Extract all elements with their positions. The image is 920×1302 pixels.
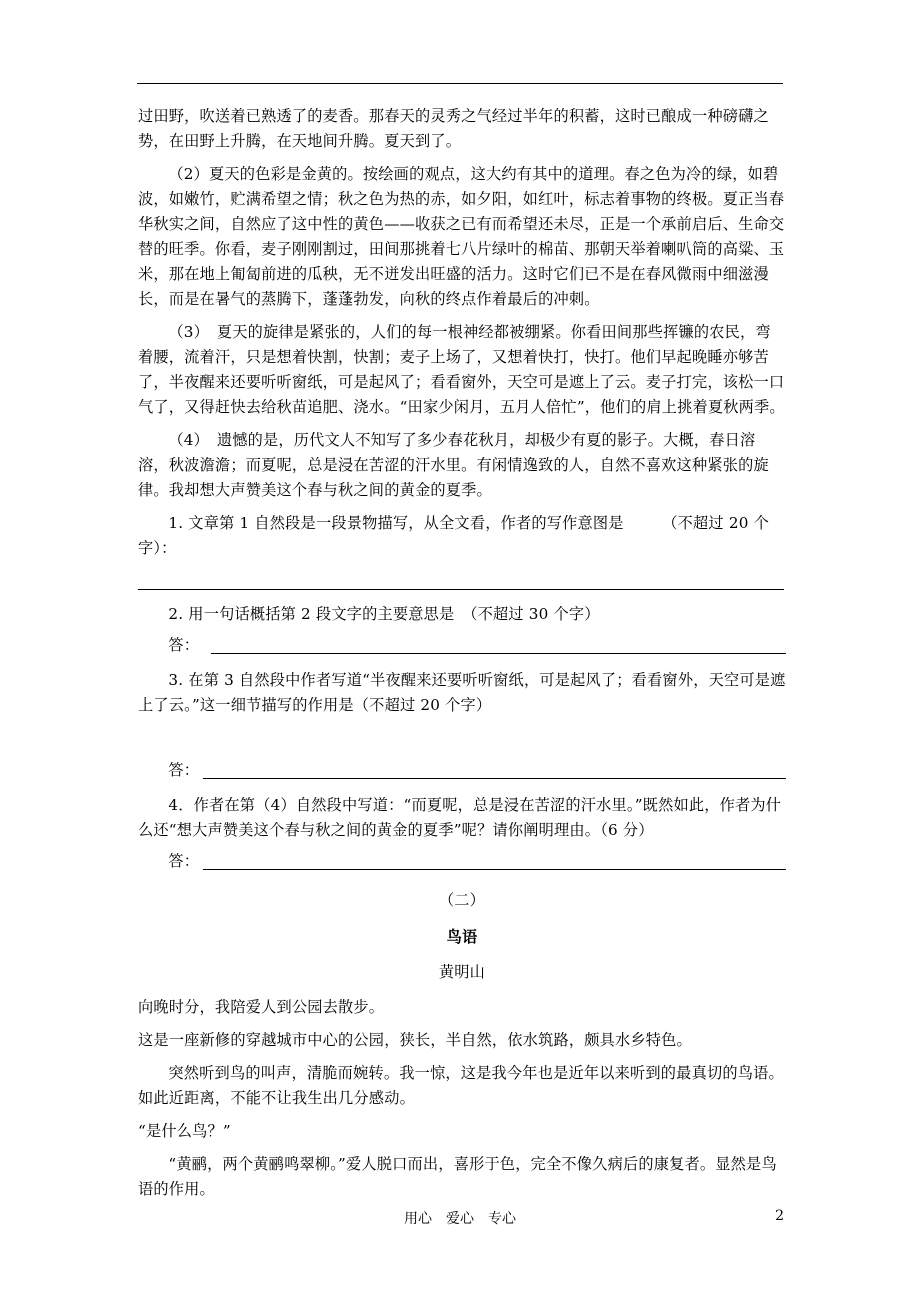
- article-paragraph: “是什么鸟？”: [138, 1122, 231, 1140]
- page-content: [138, 104, 786, 1210]
- answer-row-2: [138, 633, 786, 658]
- answer-label: 答：: [168, 636, 200, 654]
- answer-line-2: [211, 635, 786, 654]
- passage-paragraph-4: （4） 遗憾的是，历代文人不知写了多少春花秋月，却极少有夏的影子。大概，春日溶溶，秋波澹澹；而夏呢，总是浸在苦涩的汗水里。有闲情逸致的人，自然不喜欢这种紧张的旋律。我却想大声赞美这个春与秋之间的黄金的夏季。: [138, 431, 769, 499]
- article-paragraph: 突然听到鸟的叫声，清脆而婉转。我一惊，这是我今年也是近年以来听到的最真切的鸟语。如此近距离，不能不让我生出几分感动。: [138, 1064, 784, 1107]
- answer-label: 答：: [168, 852, 200, 870]
- answer-line-4: [203, 851, 786, 870]
- question-3: 3. 在第 3 自然段中作者写道“半夜醒来还要听听窗纸，可是起风了；看看窗外，天空可是遮上了云。”这一细节描写的作用是（不超过 20 个字）: [138, 671, 786, 714]
- article-paragraph: “黄鹂，两个黄鹂鸣翠柳。”爱人脱口而出，喜形于色，完全不像久病后的康复者。显然是鸟语的作用。: [138, 1155, 777, 1198]
- answer-label: 答：: [168, 761, 200, 779]
- page-number: 2: [775, 1208, 784, 1224]
- answer-line-1: [138, 567, 784, 590]
- question-1: 1. 文章第 1 自然段是一段景物描写，从全文看，作者的写作意图是 （不超过 20 个字）：: [138, 514, 769, 557]
- answer-row-4: [138, 849, 786, 874]
- article-author: 黄明山: [438, 963, 486, 981]
- answer-row-3: [138, 758, 786, 783]
- article-paragraph: 向晚时分，我陪爱人到公园去散步。: [138, 998, 385, 1016]
- passage-paragraph-2: （2）夏天的色彩是金黄的。按绘画的观点，这大约有其中的道理。春之色为冷的绿，如碧波，如嫩竹，贮满希望之情；秋之色为热的赤，如夕阳，如红叶，标志着事物的终极。夏正当春华秋实之间，自然应了这中性的黄色——收获之已有而希望还未尽，正是一个承前启后、生命交替的旺季。你看，麦子刚刚割过，田间那挑着七八片绿叶的棉苗、那朝天举着喇叭筒的高粱、玉米，那在地上匍匐前进的瓜秧，无不迸发出旺盛的活力。这时它们已不是在春风微雨中细滋漫长，而是在暑气的蒸腾下，蓬蓬勃发，向秋的终点作着最后的冲刺。: [138, 165, 785, 308]
- passage-paragraph-3: （3） 夏天的旋律是紧张的，人们的每一根神经都被绷紧。你看田间那些挥镰的农民，弯着腰，流着汗，只是想着快割，快割；麦子上场了，又想着快打，快打。他们早起晚睡亦够苦了，半夜醒来还要听听窗纸，可是起风了；看看窗外，天空可是遮上了云。麦子打完，该松一口气了，又得赶快去给秋苗追肥、浇水。“田家少闲月，五月人倍忙”，他们的肩上挑着夏秋两季。: [138, 323, 785, 416]
- article-paragraph: 这是一座新修的穿越城市中心的公园，狭长，半自然，依水筑路，颇具水乡特色。: [138, 1031, 692, 1049]
- footer-motto: 用心 爱心 专心: [404, 1211, 516, 1227]
- passage-paragraph-1-end: 过田野，吹送着已熟透了的麦香。那春天的灵秀之气经过半年的积蓄，这时已酿成一种磅礴之势，在田野上升腾，在天地间升腾。夏天到了。: [138, 107, 769, 150]
- article-title: 鸟语: [446, 928, 478, 946]
- section-number: （二）: [438, 891, 486, 909]
- header-rule: [137, 83, 783, 84]
- question-4: 4．作者在第（4）自然段中写道：“而夏呢，总是浸在苦涩的汗水里。”既然如此，作者为什么还“想大声赞美这个春与秋之间的黄金的夏季”呢？请你阐明理由。（6 分）: [138, 796, 782, 839]
- answer-line-3: [203, 760, 786, 779]
- question-2: 2. 用一句话概括第 2 段文字的主要意思是 （不超过 30 个字）: [168, 605, 600, 623]
